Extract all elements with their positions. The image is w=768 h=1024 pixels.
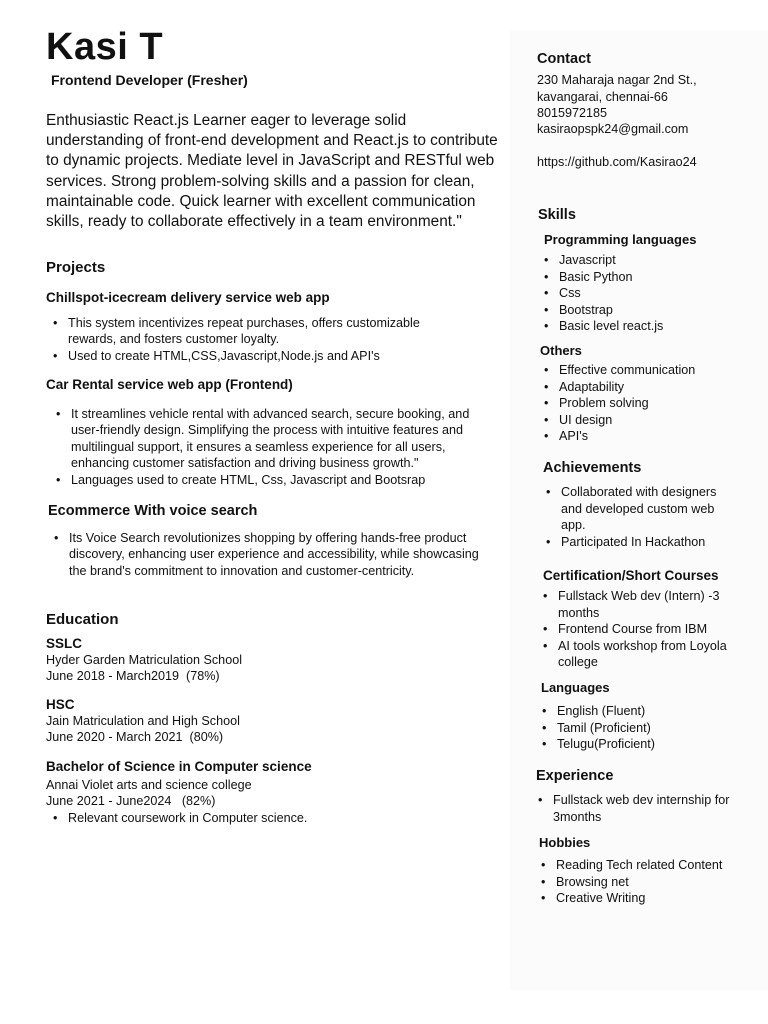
contact-address-line2: kavangarai, chennai-66 [537,90,668,104]
list-item: • Bootstrap [540,302,750,319]
education-school: Jain Matriculation and High School [46,714,240,728]
candidate-role: Frontend Developer (Fresher) [51,72,248,88]
project-title: Ecommerce With voice search [48,503,258,519]
languages-heading: Languages [541,680,610,695]
list-item: • Javascript [540,252,750,269]
list-item: • Used to create HTML,CSS,Javascript,Node.js and API's [47,348,457,364]
list-item: • AI tools workshop from Loyola college [539,638,744,671]
list-item: • Participated In Hackathon [542,534,732,551]
project-title: Car Rental service web app (Frontend) [46,377,293,392]
education-period: June 2020 - March 2021 (80%) [46,730,224,744]
skills-heading: Skills [538,207,576,223]
certification-list [539,588,744,671]
list-item: • Problem solving [540,395,750,412]
project-title: Chillspot-icecream delivery service web app [46,290,330,305]
programming-skills-list [540,252,750,335]
list-item: • It streamlines vehicle rental with advanced search, secure booking, and user-friendly design. Simplifying the process with intuitive features and multilingual support, it ensures a seamless experience for all users, enhancing customer satisfaction and driving business growth." [50,406,500,472]
list-item: • Telugu(Proficient) [538,736,738,753]
education-notes [47,810,467,826]
list-item: • Reading Tech related Content [537,857,757,874]
contact-github-link[interactable]: https://github.com/Kasirao24 [537,155,697,169]
achievements-heading: Achievements [543,460,642,476]
education-heading: Education [46,611,119,628]
list-item: • Basic Python [540,269,750,286]
contact-phone: 8015972185 [537,106,608,120]
list-item: • UI design [540,412,750,429]
contact-heading: Contact [537,51,591,67]
contact-email[interactable]: kasiraopspk24@gmail.com [537,122,689,136]
certification-heading: Certification/Short Courses [543,568,719,583]
list-item: • Css [540,285,750,302]
list-item: • English (Fluent) [538,703,738,720]
list-item: • Tamil (Proficient) [538,720,738,737]
list-item: • Browsing net [537,874,757,891]
education-title: SSLC [46,636,83,651]
list-item: • Collaborated with designers and developed custom web app. [542,484,732,534]
experience-heading: Experience [536,768,614,784]
list-item: • Relevant coursework in Computer science. [47,810,467,826]
education-period: June 2021 - June2024 (82%) [46,794,216,808]
project-bullets [48,530,493,579]
list-item: • API's [540,428,750,445]
education-period: June 2018 - March2019 (78%) [46,669,220,683]
contact-address-line1: 230 Maharaja nagar 2nd St., [537,73,697,87]
list-item: • Fullstack web dev internship for 3months [534,792,734,825]
list-item: • Frontend Course from IBM [539,621,744,638]
hobbies-heading: Hobbies [539,835,591,850]
candidate-name: Kasi T [46,26,164,68]
list-item: • Fullstack Web dev (Intern) -3 months [539,588,744,621]
project-bullets [47,315,457,364]
experience-list [534,792,734,825]
other-skills-list [540,362,750,445]
list-item: • Effective communication [540,362,750,379]
education-school: Annai Violet arts and science college [46,778,252,792]
profile-summary: Enthusiastic React.js Learner eager to leverage solid understanding of front-end development and React.js to contribute to dynamic projects. Mediate level in JavaScript and RESTful web services. Strong problem-solving skills and a passion for clean, maintainable code. Quick learner with excellent communication skills, ready to collaborate effectively in a team environment." [46,112,498,231]
list-item: • Adaptability [540,379,750,396]
list-item: • Its Voice Search revolutionizes shopping by offering hands-free product discovery, enhancing user experience and accessibility, while showcasing the brand's commitment to innovation and customer-centricity. [48,530,493,579]
list-item: • Languages used to create HTML, Css, Javascript and Bootsrap [50,472,500,488]
education-school: Hyder Garden Matriculation School [46,653,242,667]
project-bullets [50,406,500,488]
education-title: HSC [46,697,75,712]
projects-heading: Projects [46,259,106,276]
achievements-list [542,484,732,550]
list-item: • Basic level react.js [540,318,750,335]
list-item: • Creative Writing [537,890,757,907]
other-skills-heading: Others [540,343,582,358]
languages-list [538,703,738,753]
list-item: • This system incentivizes repeat purchases, offers customizable rewards, and fosters customer loyalty. [47,315,457,348]
programming-languages-heading: Programming languages [544,232,697,247]
hobbies-list [537,857,757,907]
education-title: Bachelor of Science in Computer science [46,759,312,774]
